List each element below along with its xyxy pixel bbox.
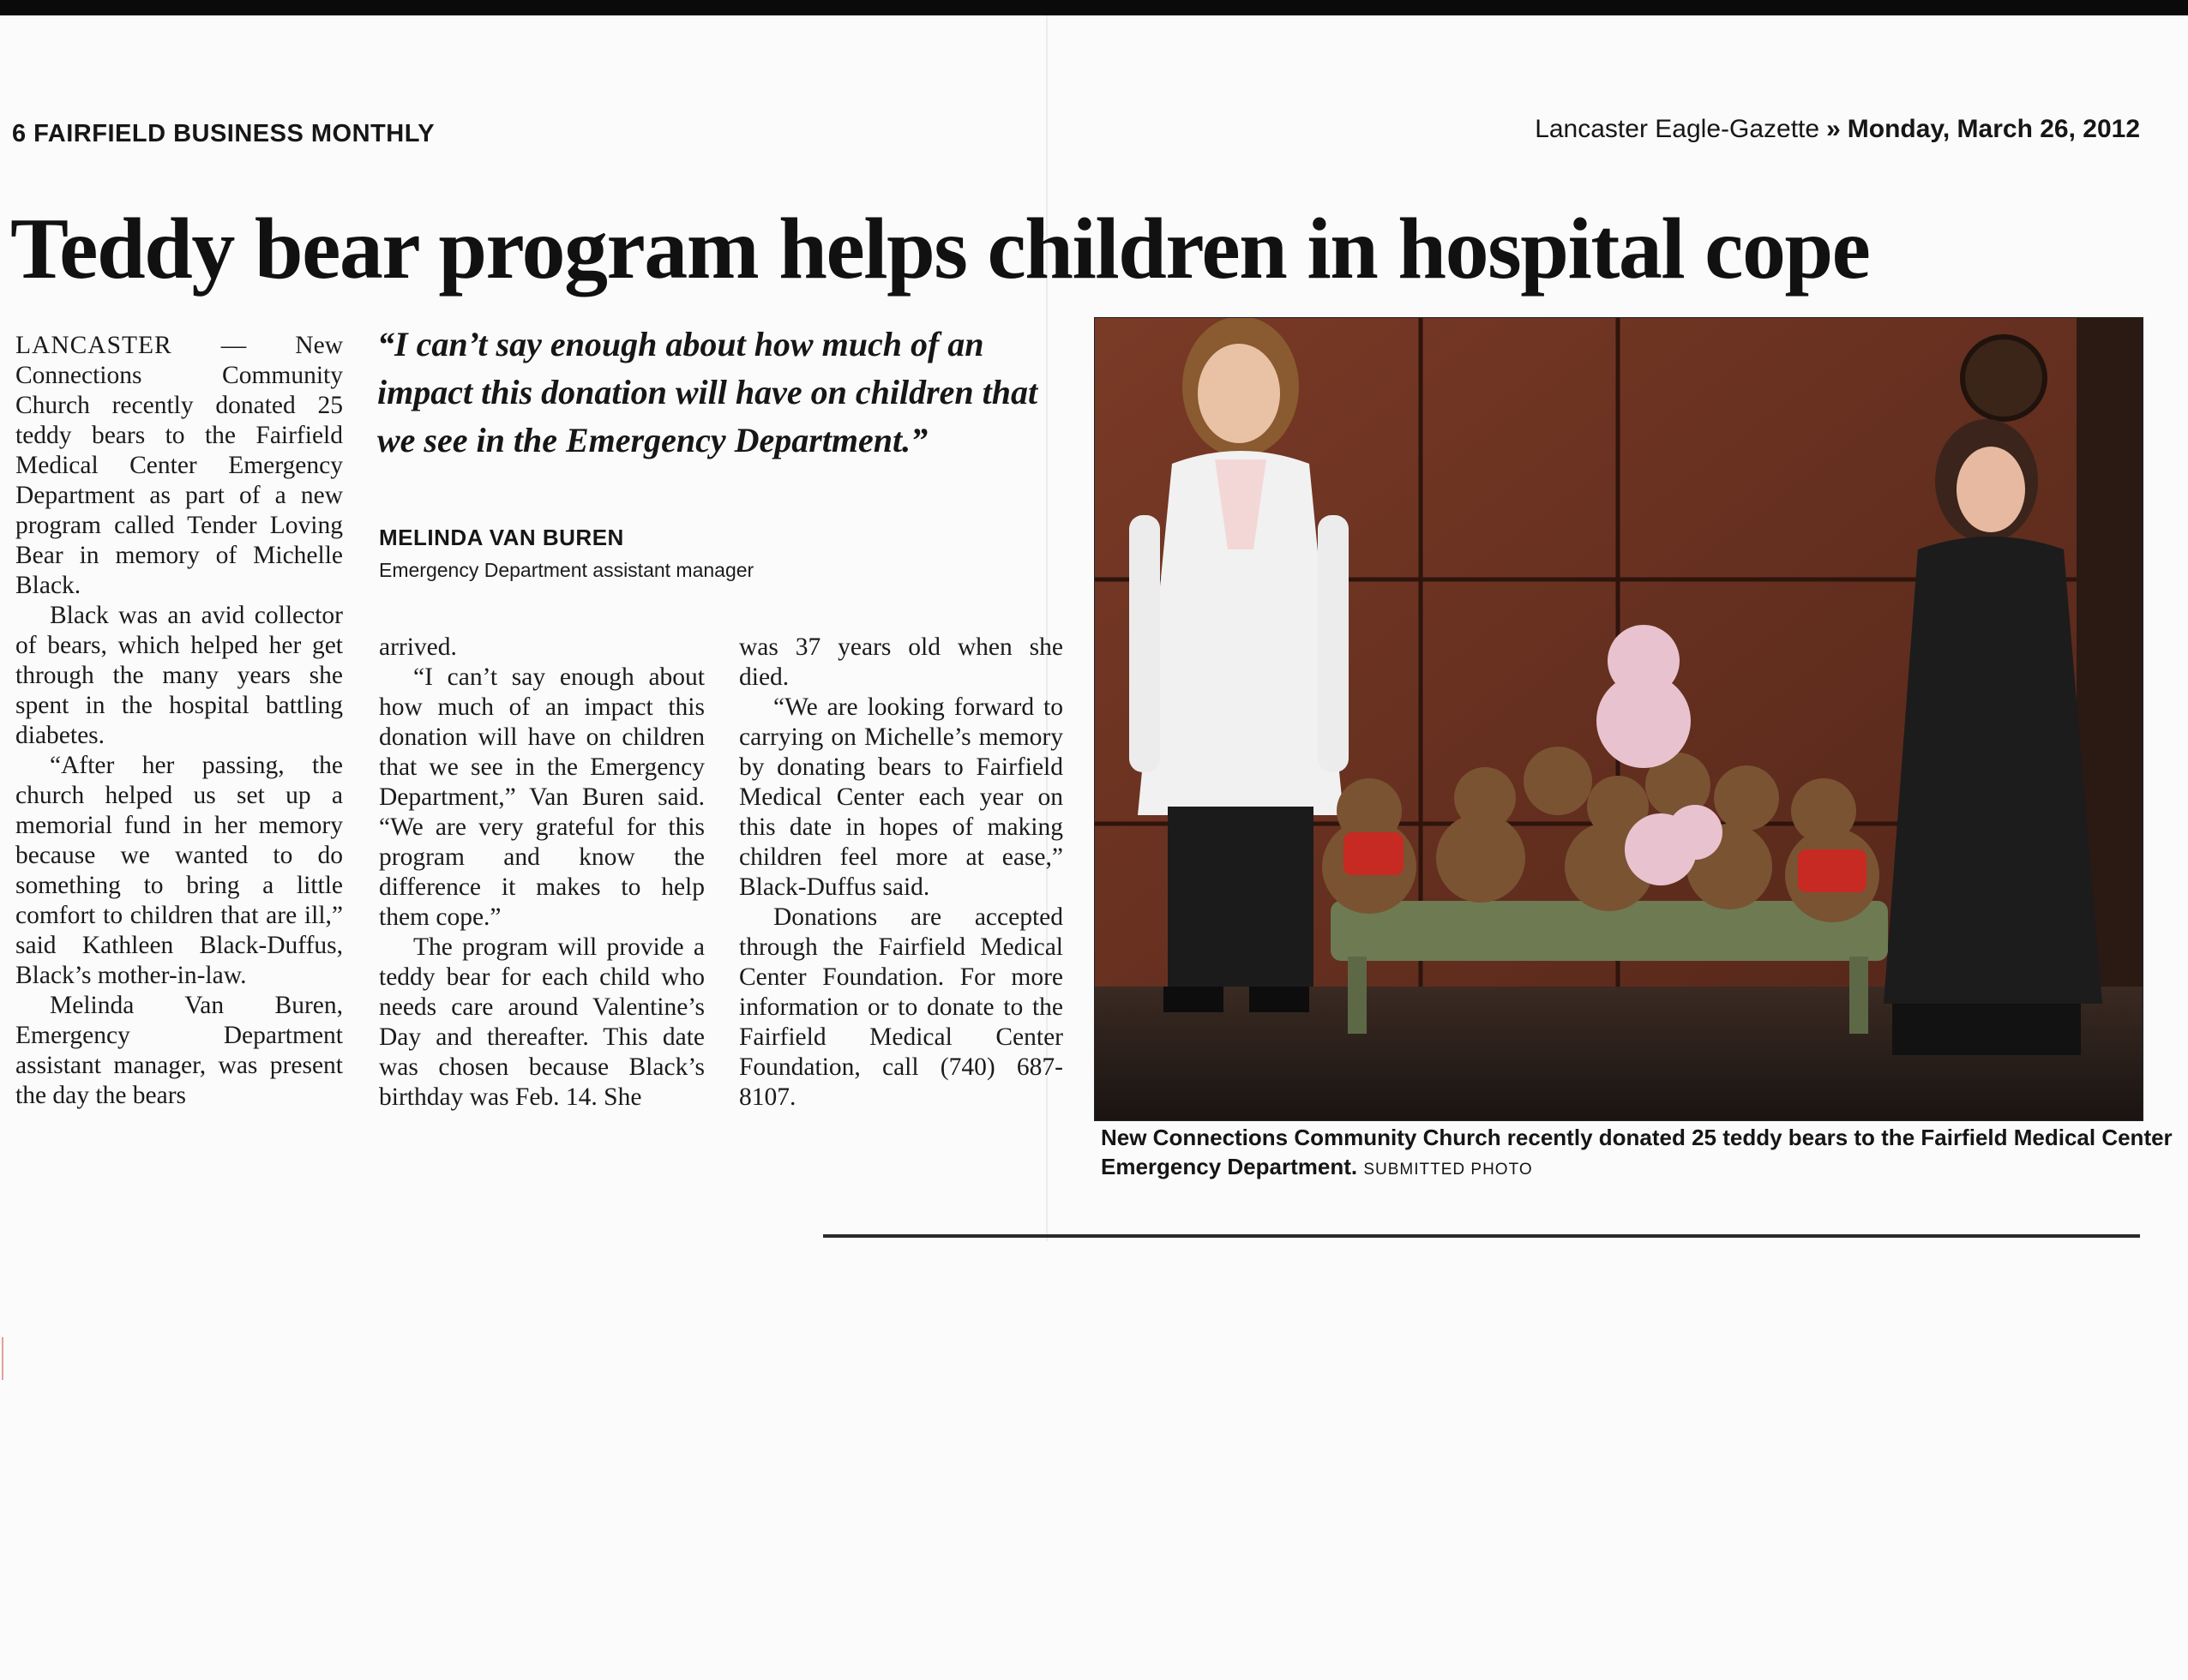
article-photo — [1094, 317, 2143, 1121]
article-column-1 — [15, 331, 343, 1111]
publication-date: Monday, March 26, 2012 — [1847, 115, 2140, 143]
photo-caption — [1101, 1123, 2173, 1185]
article-paragraph: “After her passing, the church helped us set up a memorial fund in her memory because we wanted to do something to bring a little comfort to children that are ill,” said Kathleen Black-Duffus, Black’s mother-in-law. — [15, 752, 343, 989]
article-paragraph — [15, 331, 343, 601]
article-paragraph: was 37 years old when she died. — [739, 633, 1063, 691]
article-paragraph: “We are looking forward to carrying on Michelle’s memory by donating bears to Fairfield Medical Center each year on this date in hopes of making children feel more at ease,” Black-Duffus said. — [739, 693, 1063, 901]
publication-name: Lancaster Eagle-Gazette — [1535, 115, 1820, 143]
wall-decoration — [1963, 337, 2045, 419]
article-paragraph: “I can’t say enough about how much of an impact this donation will have on children that we see in the Emergency Department,” Van Buren said. “We are very grateful for this program and know the difference it makes to help them cope.” — [379, 663, 705, 931]
article-column-2 — [379, 633, 705, 1113]
scan-top-border — [0, 0, 2188, 15]
article-bottom-rule — [823, 1234, 2140, 1238]
scan-edge-mark — [2, 1337, 3, 1380]
paragraph-text: New Connections Community Church recently donated 25 teddy bears to the Fairfield Medical Center Emergency Department as part of a new program called Tender Loving Bear in memory of Michelle Black. — [15, 332, 343, 599]
article-column-3 — [739, 633, 1063, 1113]
article-paragraph: arrived. — [379, 633, 457, 661]
photo-credit: SUBMITTED PHOTO — [1363, 1161, 1533, 1179]
photo-illustration — [1095, 318, 2143, 1120]
dateline-dash: — — [171, 332, 296, 359]
pull-quote: “I can’t say enough about how much of an impact this donation will have on children that we see in the Emergency Department.” — [377, 325, 1038, 459]
article-paragraph: Donations are accepted through the Fairfield Medical Center Foundation. For more information or to donate to the Fairfield Medical Center Foundation, call (740) 687-8107. — [739, 903, 1063, 1111]
pull-quote-attribution-name: MELINDA VAN BUREN — [379, 525, 624, 550]
article-headline: Teddy bear program helps children in hospital cope — [10, 201, 1870, 297]
header-separator: » — [1826, 115, 1841, 143]
publication-header — [1535, 115, 2140, 144]
article-paragraph: The program will provide a teddy bear for each child who needs care around Valentine’s Day and thereafter. This date was chosen because Black’s birthday was Feb. 14. She — [379, 933, 705, 1111]
article-paragraph: Melinda Van Buren, Emergency Department assistant manager, was present the day the bears — [15, 992, 343, 1109]
pull-quote-attribution-title: Emergency Department assistant manager — [379, 559, 754, 581]
article-paragraph: Black was an avid collector of bears, which helped her get through the many years she spent in the hospital battling diabetes. — [15, 602, 343, 749]
dateline: LANCASTER — [15, 332, 172, 359]
photo-caption-text: New Connections Community Church recently donated 25 teddy bears to the Fairfield Medical Center Emergency Department. — [1101, 1125, 2173, 1179]
section-header: 6 FAIRFIELD BUSINESS MONTHLY — [12, 120, 436, 147]
